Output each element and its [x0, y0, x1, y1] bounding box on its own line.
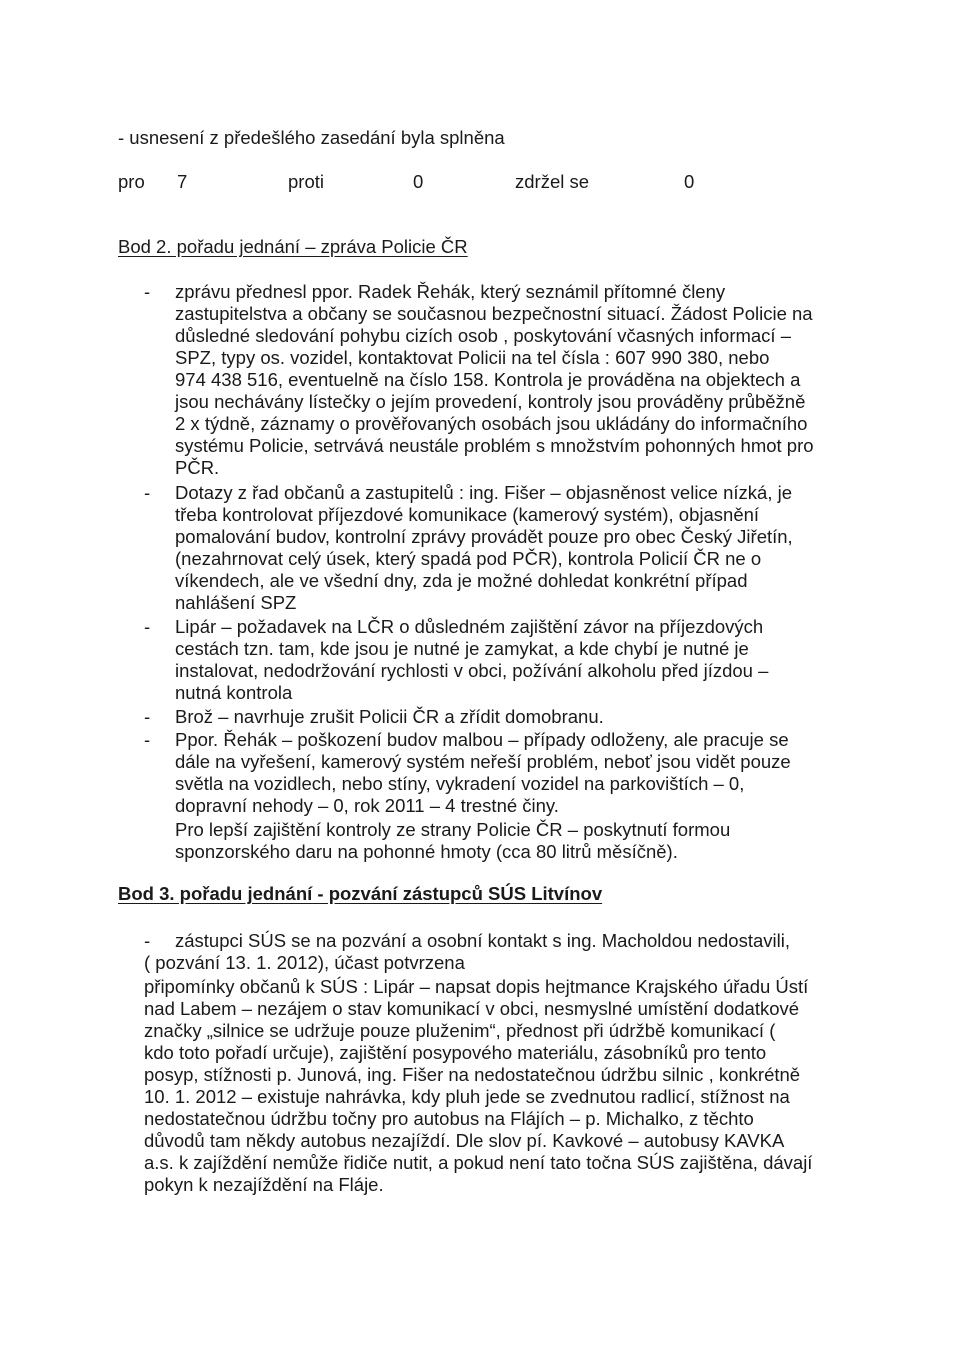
bullet-dash: -	[144, 706, 151, 727]
text-line: nahlášení SPZ	[175, 592, 297, 613]
text-line: zastupitelstva a občany se současnou bezpečnostní situací. Žádost Policie na	[175, 303, 813, 324]
section3-heading: Bod 3. pořadu jednání - pozvání zástupců SÚS Litvínov	[118, 883, 603, 904]
vote-proti-value: 0	[413, 171, 424, 192]
bullet-dash: -	[144, 482, 151, 503]
text-line: SPZ, typy os. vozidel, kontaktovat Policii na tel čísla : 607 990 380, nebo	[175, 347, 770, 368]
text-line: nedostatečnou údržbu točny pro autobus na Flájích – p. Michalko, z těchto	[144, 1108, 754, 1129]
vote-zdrzel-value: 0	[684, 171, 695, 192]
vote-proti-label: proti	[288, 171, 324, 192]
text-line: nad Labem – nezájem o stav komunikací v obci, nesmyslné umístění dodatkové	[144, 998, 800, 1019]
bullet-dash: -	[144, 729, 151, 750]
text-line: ( pozvání 13. 1. 2012), účast potvrzena	[144, 952, 465, 973]
text-line: důvodů tam někdy autobus nezajíždí. Dle slov pí. Kavkové – autobusy KAVKA	[144, 1130, 785, 1151]
text-line: (nezahrnovat celý úsek, který spadá pod PČR), kontrola Policií ČR ne o	[175, 548, 762, 569]
text-line: připomínky občanů k SÚS : Lipár – napsat dopis hejtmance Krajského úřadu Ústí	[144, 976, 809, 997]
text-line: 2 x týdně, záznamy o prověřovaných osobách jsou ukládány do informačního	[175, 413, 808, 434]
text-line: kdo toto pořadí určuje), zajištění posypového materiálu, zásobníků pro tento	[144, 1042, 767, 1063]
text-line: Pro lepší zajištění kontroly ze strany Policie ČR – poskytnutí formou	[175, 819, 731, 840]
text-line: a.s. k zajíždění nemůže řidiče nutit, a pokud není tato točna SÚS zajištěna, dávají	[144, 1152, 813, 1173]
text-line: sponzorského daru na pohonné hmoty (cca 80 litrů měsíčně).	[175, 841, 678, 862]
text-line: Brož – navrhuje zrušit Policii ČR a zřídit domobranu.	[175, 706, 604, 727]
text-line: systému Policie, setrvává neustále problém s množstvím pohonných hmot pro	[175, 435, 814, 456]
text-line: instalovat, nedodržování rychlosti v obci, požívání alkoholu před jízdou –	[175, 660, 769, 681]
text-line: zprávu přednesl ppor. Radek Řehák, který seznámil přítomné členy	[175, 281, 726, 302]
text-line: značky „silnice se udržuje pouze pluženim“, přednost při údržbě komunikací (	[144, 1020, 776, 1041]
text-line: Ppor. Řehák – poškození budov malbou – případy odloženy, ale pracuje se	[175, 729, 789, 750]
text-line: dále na vyřešení, kamerový systém neřeší problém, neboť jsou vidět pouze	[175, 751, 791, 772]
text-line: dopravní nehody – 0, rok 2011 – 4 trestné činy.	[175, 795, 559, 816]
text-line: pokyn k nezajíždění na Fláje.	[144, 1174, 384, 1195]
text-line: pomalování budov, kontrolní zprávy provádět pouze pro obec Český Jiřetín,	[175, 526, 793, 547]
text-line: cestách tzn. tam, kde jsou je nutné je zamykat, a kde chybí je nutné je	[175, 638, 749, 659]
text-line: zástupci SÚS se na pozvání a osobní kontakt s ing. Macholdou nedostavili,	[175, 930, 790, 951]
text-line: Dotazy z řad občanů a zastupitelů : ing. Fišer – objasněnost velice nízká, je	[175, 482, 793, 503]
bullet-dash: -	[144, 930, 151, 951]
vote-pro-value: 7	[177, 171, 188, 192]
vote-pro-label: pro	[118, 171, 145, 192]
text-line: 974 438 516, eventuelně na číslo 158. Kontrola je prováděna na objektech a	[175, 369, 801, 390]
bullet-dash: -	[144, 281, 151, 302]
text-line: světla na vozidlech, nebo stíny, vykradení vozidel na parkovištích – 0,	[175, 773, 745, 794]
text-line: víkendech, ale ve všední dny, zda je možné dohledat konkrétní případ	[175, 570, 748, 591]
text-line: posyp, stížnosti p. Junová, ing. Fišer na nedostatečnou údržbu silnic , konkrétně	[144, 1064, 801, 1085]
text-line: 10. 1. 2012 – existuje nahrávka, kdy pluh jede se zvednutou radlicí, stížnost na	[144, 1086, 790, 1107]
text-line: nutná kontrola	[175, 682, 293, 703]
vote-zdrzel-label: zdržel se	[515, 171, 590, 192]
text-line: Lipár – požadavek na LČR o důsledném zajištění závor na příjezdových	[175, 616, 764, 637]
section2-heading: Bod 2. pořadu jednání – zpráva Policie ČR	[118, 236, 468, 257]
text-line: jsou nechávány lístečky o jejím provedení, kontroly jsou prováděny průběžně	[175, 391, 806, 412]
text-line: důsledné sledování pohybu cizích osob , poskytování včasných informací –	[175, 325, 791, 346]
text-line: třeba kontrolovat příjezdové komunikace (kamerový systém), objasnění	[175, 504, 760, 525]
bullet-dash: -	[144, 616, 151, 637]
text-line: PČR.	[175, 457, 220, 478]
intro-line: - usnesení z předešlého zasedání byla splněna	[118, 127, 505, 148]
